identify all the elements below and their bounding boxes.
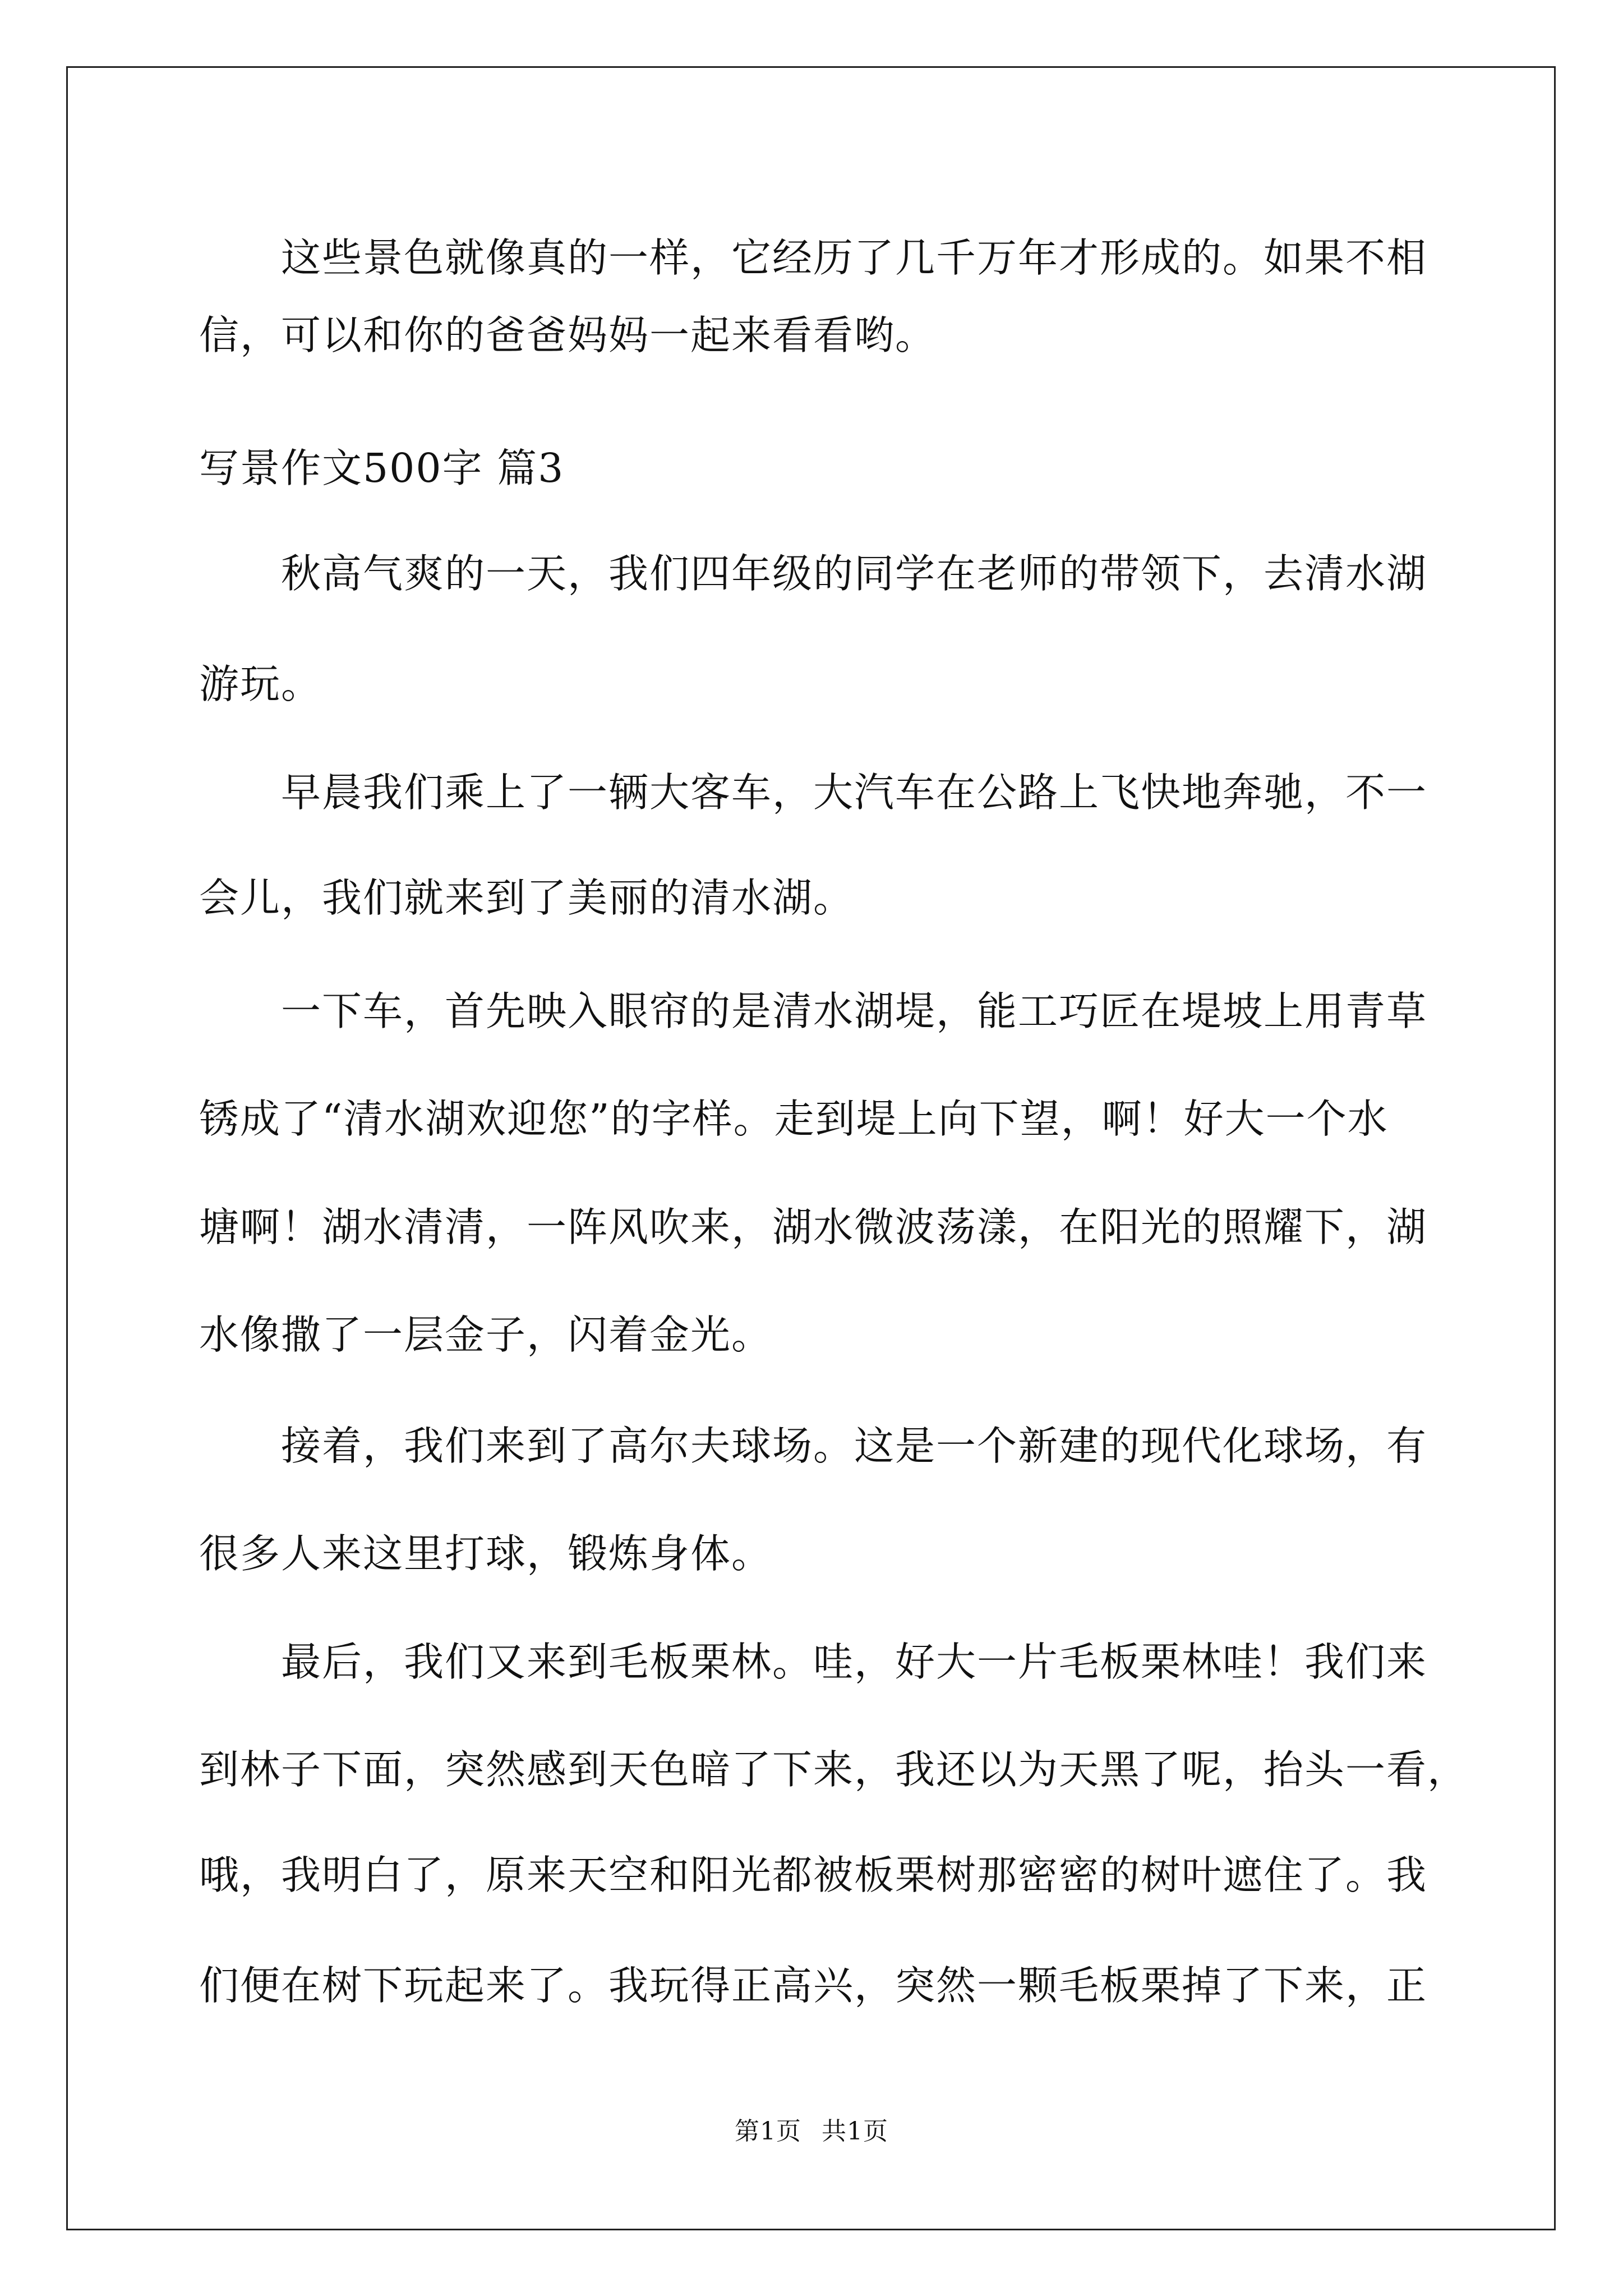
paragraph-line: 游玩。 [199,661,322,707]
paragraph-line: 最后，我们又来到毛板栗林。哇，好大一片毛板栗林哇！我们来 [281,1639,1428,1685]
page-border [66,66,1556,2230]
section-heading: 写景作文500字 篇3 [199,445,565,491]
page-total: 共1页 [822,2117,888,2146]
paragraph-line: 秋高气爽的一天，我们四年级的同学在老师的带领下，去清水湖 [281,550,1428,597]
paragraph-line: 接着，我们来到了高尔夫球场。这是一个新建的现代化球场，有 [281,1423,1428,1469]
paragraph-line: 一下车，首先映入眼帘的是清水湖堤，能工巧匠在堤坡上用青草 [281,988,1428,1034]
page-number: 第1页 [735,2117,801,2146]
paragraph-line: 这些景色就像真的一样，它经历了几千万年才形成的。如果不相 [281,234,1428,281]
page-footer [0,2115,1623,2148]
paragraph-line: 水像撒了一层金子，闪着金光。 [199,1312,773,1358]
paragraph-line: 们便在树下玩起来了。我玩得正高兴，突然一颗毛板栗掉了下来，正 [199,1962,1428,2009]
paragraph-line: 哦，我明白了，原来天空和阳光都被板栗树那密密的树叶遮住了。我 [199,1852,1428,1898]
paragraph-line: 早晨我们乘上了一辆大客车，大汽车在公路上飞快地奔驰，不一 [281,769,1428,816]
paragraph-line: 到林子下面，突然感到天色暗了下来，我还以为天黑了呢，抬头一看， [199,1746,1469,1793]
paragraph-line: 塘啊！湖水清清，一阵风吹来，湖水微波荡漾，在阳光的照耀下，湖 [199,1204,1428,1250]
paragraph-line: 很多人来这里打球，锻炼身体。 [199,1530,773,1577]
paragraph-line: 锈成了“清水湖欢迎您”的字样。走到堤上向下望，啊！好大一个水 [199,1096,1389,1142]
paragraph-line: 信，可以和你的爸爸妈妈一起来看看哟。 [199,312,937,358]
paragraph-line: 会儿，我们就来到了美丽的清水湖。 [199,875,855,921]
